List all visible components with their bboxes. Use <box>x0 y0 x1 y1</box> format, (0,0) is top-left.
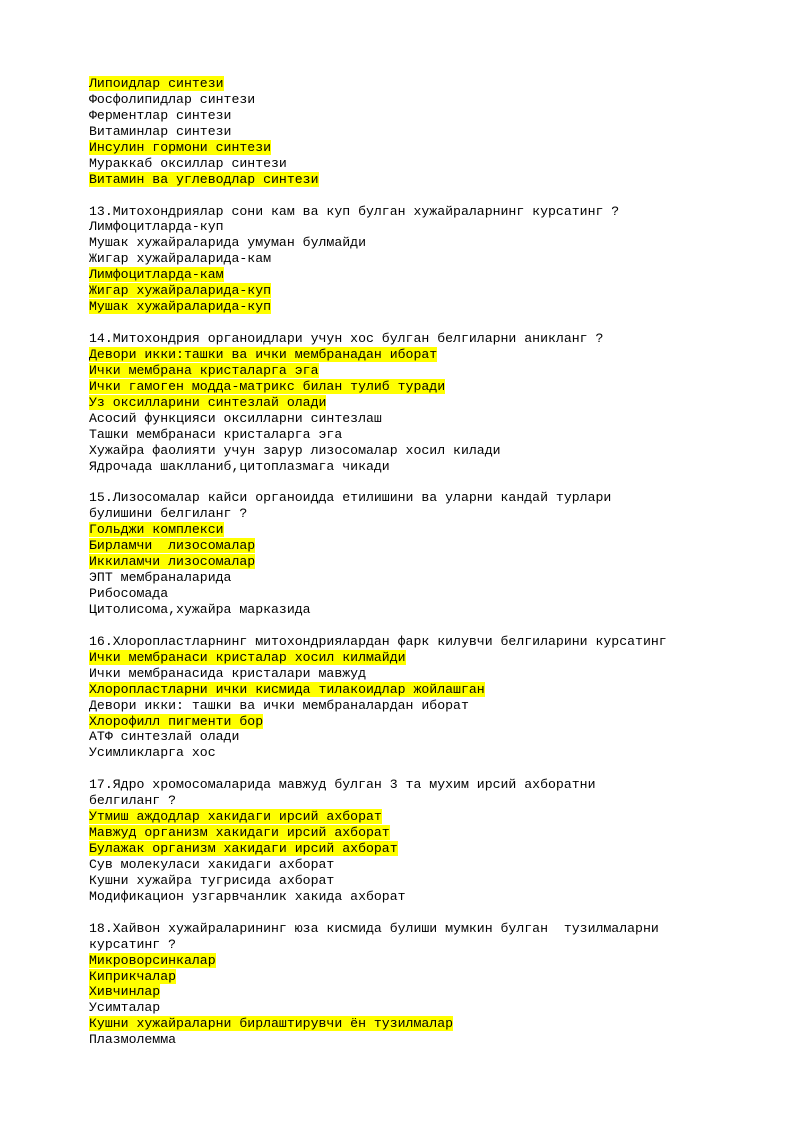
question-block <box>89 921 789 1049</box>
option-text: Хужайра фаолияти учун зарур лизосомалар хосил килади <box>89 442 501 458</box>
question-text: булишини белгиланг ? <box>89 506 248 522</box>
question-block <box>89 777 789 905</box>
option-text: Жигар хужайраларида-кам <box>89 251 272 267</box>
answer-option-highlighted <box>89 1016 789 1032</box>
option-text: Цитолисома,хужайра марказида <box>89 601 311 617</box>
answer-option <box>89 1000 789 1016</box>
option-text: Фосфолипидлар синтези <box>89 91 256 107</box>
answer-option-highlighted <box>89 650 789 666</box>
question-block <box>89 634 789 762</box>
answer-option-highlighted <box>89 283 789 299</box>
option-text: Микроворсинкалар <box>89 952 216 968</box>
option-text: Хлорофилл пигменти бор <box>89 713 264 729</box>
option-text: Жигар хужайраларида-куп <box>89 283 272 299</box>
answer-option-highlighted <box>89 76 789 92</box>
blank-line <box>89 315 789 331</box>
option-text: Модификацион узгарвчанлик хакида ахборат <box>89 888 406 904</box>
option-text: Плазмолемма <box>89 1032 177 1048</box>
option-text: Ички гамоген модда-матрикс билан тулиб туради <box>89 378 446 394</box>
option-text: Мушак хужайраларида-куп <box>89 299 272 315</box>
option-text: Утмиш аждодлар хакидаги ирсий ахборат <box>89 809 382 825</box>
question-block <box>89 204 789 316</box>
option-text: Ички мембрана кристаларга эга <box>89 362 319 378</box>
document-body <box>89 76 789 1048</box>
answer-option-highlighted <box>89 140 789 156</box>
blank-line <box>89 618 789 634</box>
answer-option-highlighted <box>89 172 789 188</box>
answer-option <box>89 108 789 124</box>
answer-option <box>89 745 789 761</box>
answer-option <box>89 124 789 140</box>
option-text: Ички мембранасида кристалари мавжуд <box>89 665 366 681</box>
answer-option-highlighted <box>89 299 789 315</box>
answer-option-highlighted <box>89 267 789 283</box>
answer-option <box>89 602 789 618</box>
blank-line <box>89 905 789 921</box>
question-block <box>89 490 789 618</box>
answer-option <box>89 219 789 235</box>
answer-option <box>89 443 789 459</box>
option-text: Уз оксилларини синтезлай олади <box>89 394 327 410</box>
answer-option-highlighted <box>89 841 789 857</box>
question-text: 18.Хайвон хужайраларининг юза кисмида булиши мумкин булган тузилмаларни <box>89 920 659 936</box>
answer-option <box>89 889 789 905</box>
answer-option-highlighted <box>89 554 789 570</box>
option-text: Гольджи комплекси <box>89 522 224 538</box>
blank-line <box>89 474 789 490</box>
option-text: Булажак организм хакидаги ирсий ахборат <box>89 841 398 856</box>
answer-option-highlighted <box>89 825 789 841</box>
option-text: Мушак хужайраларида умуман булмайди <box>89 235 366 251</box>
option-text: ЭПТ мембраналарида <box>89 570 232 586</box>
question-text: 17.Ядро хромосомаларида мавжуд булган 3 та мухим ирсий ахборатни <box>89 777 596 793</box>
question-text: 15.Лизосомалар кайси органоидда етилишини ва уларни кандай турлари <box>89 490 612 506</box>
option-text: Витамин ва углеводлар синтези <box>89 171 319 187</box>
answer-option <box>89 427 789 443</box>
answer-option <box>89 235 789 251</box>
option-text: Ядрочада шаклланиб,цитоплазмага чикади <box>89 458 390 474</box>
answer-option-highlighted <box>89 984 789 1000</box>
option-text: Лимфоцитларда-куп <box>89 219 224 235</box>
option-text: Инсулин гормони синтези <box>89 139 272 155</box>
answer-option-highlighted <box>89 379 789 395</box>
answer-option <box>89 698 789 714</box>
question-text: белгиланг ? <box>89 793 177 809</box>
option-text: Девори икки:ташки ва ички мембранадан иборат <box>89 346 438 362</box>
question-text: 16.Хлоропластларнинг митохондриялардан фарк килувчи белгиларини курсатинг <box>89 633 667 649</box>
answer-option <box>89 459 789 475</box>
option-text: Мураккаб оксиллар синтези <box>89 155 287 171</box>
answer-option <box>89 857 789 873</box>
answer-option <box>89 873 789 889</box>
blank-line <box>89 188 789 204</box>
option-text: Усимталар <box>89 1000 161 1016</box>
answer-option-highlighted <box>89 953 789 969</box>
option-text: Липоидлар синтези <box>89 76 224 91</box>
answer-option-highlighted <box>89 522 789 538</box>
option-text: АТФ синтезлай олади <box>89 729 240 745</box>
question-text: 13.Митохондриялар сони кам ва куп булган хужайраларнинг курсатинг ? <box>89 203 620 219</box>
answer-option <box>89 156 789 172</box>
option-text: Ташки мембранаси кристаларга эга <box>89 426 343 442</box>
answer-option <box>89 251 789 267</box>
question-text: курсатинг ? <box>89 936 177 952</box>
option-text: Усимликларга хос <box>89 745 216 761</box>
answer-option-highlighted <box>89 682 789 698</box>
option-text: Кушни хужайра тугрисида ахборат <box>89 872 335 888</box>
option-text: Рибосомада <box>89 586 169 601</box>
answer-option-highlighted <box>89 347 789 363</box>
question-text: 14.Митохондрия органоидлари учун хос булган белгиларни аникланг ? <box>89 331 604 346</box>
answer-option-highlighted <box>89 363 789 379</box>
option-text: Девори икки: ташки ва ички мембраналардан иборат <box>89 697 469 713</box>
option-text: Хивчинлар <box>89 984 161 1000</box>
answer-option <box>89 729 789 745</box>
answer-option <box>89 411 789 427</box>
blank-line <box>89 761 789 777</box>
option-text: Сув молекуласи хакидаги ахборат <box>89 856 335 872</box>
answer-option-highlighted <box>89 538 789 554</box>
option-text: Иккиламчи лизосомалар <box>89 554 256 570</box>
option-text: Бирламчи лизосомалар <box>89 538 256 554</box>
answer-option <box>89 666 789 682</box>
question-block <box>89 331 789 474</box>
option-text: Мавжуд организм хакидаги ирсий ахборат <box>89 825 390 841</box>
answer-option-highlighted <box>89 714 789 730</box>
answer-option <box>89 1032 789 1048</box>
option-text: Кушни хужайраларни бирлаштирувчи ён тузилмалар <box>89 1016 454 1032</box>
option-text: Лимфоцитларда-кам <box>89 267 224 283</box>
option-text: Ферментлар синтези <box>89 107 232 123</box>
option-text: Хлоропластларни ички кисмида тилакоидлар жойлашган <box>89 681 485 697</box>
option-text: Киприкчалар <box>89 968 177 984</box>
option-text: Ички мембранаси кристалар хосил килмайди <box>89 649 406 665</box>
answer-option-highlighted <box>89 969 789 985</box>
answer-option-highlighted <box>89 395 789 411</box>
answer-option <box>89 586 789 602</box>
answer-option <box>89 92 789 108</box>
option-text: Асосий функцияси оксилларни синтезлаш <box>89 410 382 426</box>
question-block <box>89 76 789 188</box>
option-text: Витаминлар синтези <box>89 123 232 139</box>
answer-option-highlighted <box>89 809 789 825</box>
answer-option <box>89 570 789 586</box>
